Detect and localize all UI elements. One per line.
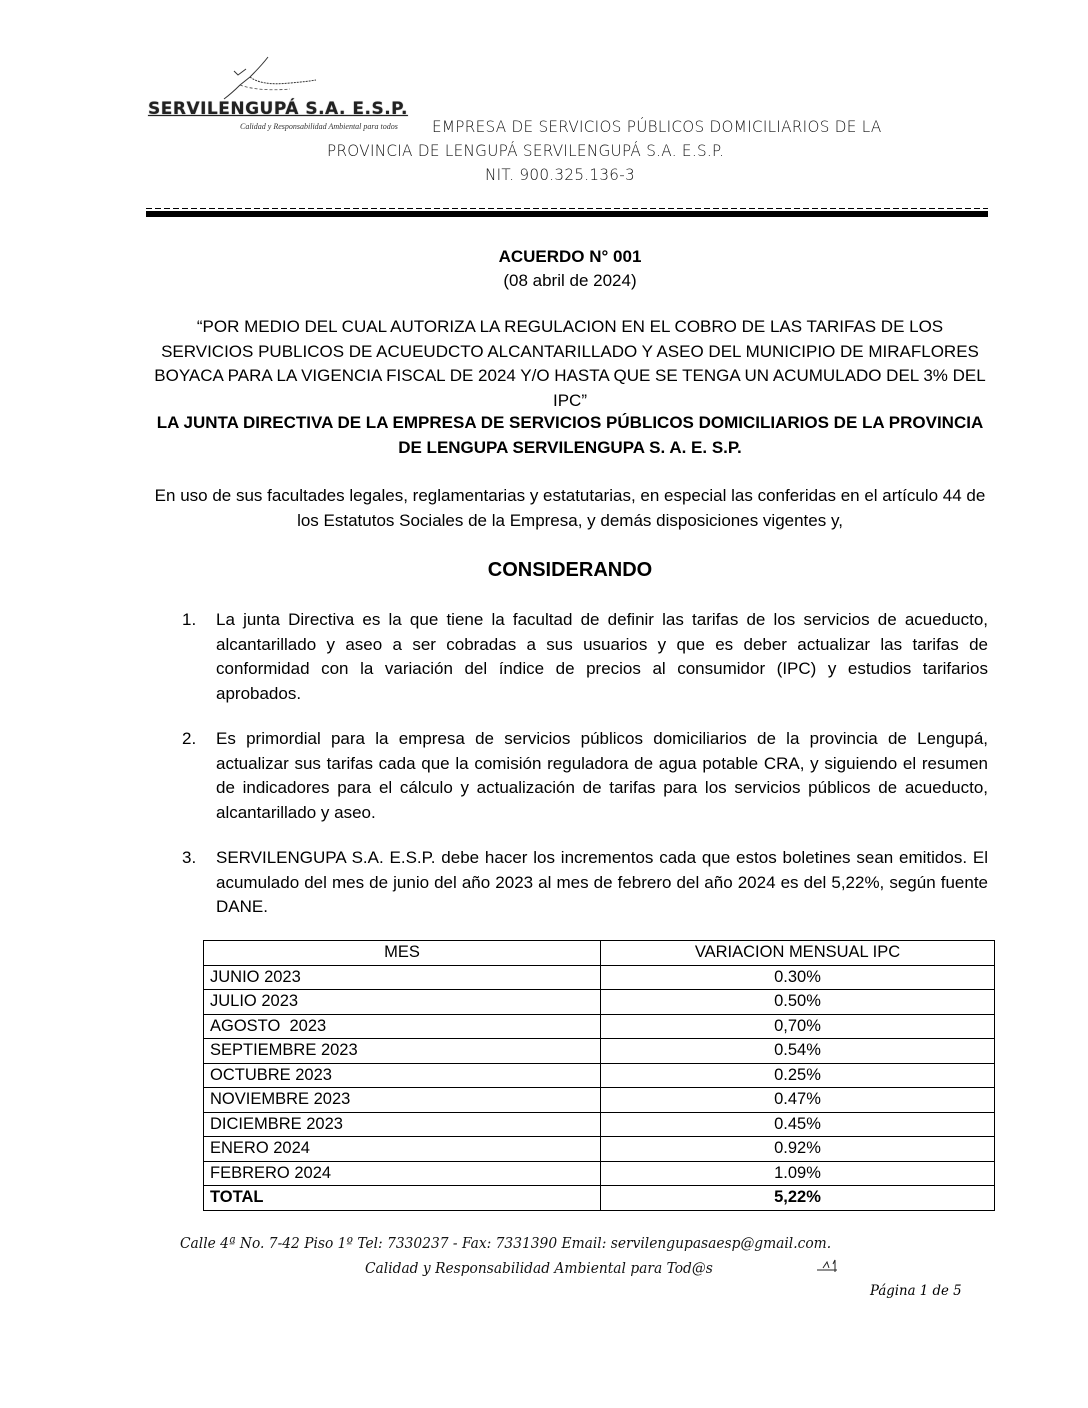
logo-brand-text: SERVILENGUPÁ S.A. E.S.P. xyxy=(148,99,408,119)
item-text: Es primordial para la empresa de servicios públicos domiciliarios de la provincia de Lengupá, actualizar sus tarifas cada que la comisión reguladora de agua potable CRA, y siguiendo el resumen de indicadores para el cálculo y actualización de tarifas para los servicios públicos de acueducto, alcantarillado y aseo. xyxy=(216,729,988,822)
footer-contact: Calle 4ª No. 7-42 Piso 1º Tel: 7330237 - Fax: 7331390 Email: servilengupasaesp@gmail.com. xyxy=(180,1234,832,1252)
ipc-variation-table xyxy=(203,940,995,1211)
logo-slogan: Calidad y Responsabilidad Ambiental para todos xyxy=(240,122,398,131)
consideration-item xyxy=(182,727,988,825)
document-preamble: En uso de sus facultades legales, reglamentarias y estatutarias, en especial las conferidas en el artículo 44 de los Estatutos Sociales de la Empresa, y demás disposiciones vigentes y, xyxy=(154,486,986,530)
month-cell: NOVIEMBRE 2023 xyxy=(204,1088,601,1113)
value-cell: 0.92% xyxy=(601,1137,995,1162)
bird-logo-icon xyxy=(210,55,320,105)
consideration-item xyxy=(182,846,988,920)
month-cell: SEPTIEMBRE 2023 xyxy=(204,1039,601,1064)
month-cell: JUNIO 2023 xyxy=(204,965,601,990)
month-cell: JULIO 2023 xyxy=(204,990,601,1015)
value-cell: 1.09% xyxy=(601,1161,995,1186)
table-row xyxy=(204,1112,995,1137)
value-cell: 0.47% xyxy=(601,1088,995,1113)
month-cell: FEBRERO 2024 xyxy=(204,1161,601,1186)
page-number: Página 1 de 5 xyxy=(870,1283,962,1299)
value-cell: 0.25% xyxy=(601,1063,995,1088)
item-number: 3. xyxy=(182,848,197,867)
company-name-line-1: EMPRESA DE SERVICIOS PÚBLICOS DOMICILIARIOS DE LA xyxy=(432,117,882,136)
document-issuer: LA JUNTA DIRECTIVA DE LA EMPRESA DE SERVICIOS PÚBLICOS DOMICILIARIOS DE LA PROVINCIA DE LENGUPA SERVILENGUPA S. A. E. S.P. xyxy=(156,413,984,457)
item-text: SERVILENGUPA S.A. E.S.P. debe hacer los incrementos cada que estos boletines sean emitidos. El acumulado del mes de junio del año 2023 al mes de febrero del año 2024 es del 5,22%, según fuente DANE. xyxy=(216,848,988,916)
document-title: ACUERDO N° 001 xyxy=(498,247,642,266)
table-row xyxy=(204,1039,995,1064)
item-number: 1. xyxy=(182,610,197,629)
item-number: 2. xyxy=(182,729,197,748)
column-header-mes: MES xyxy=(204,941,601,966)
total-label-cell: TOTAL xyxy=(204,1186,601,1211)
company-name-line-2: PROVINCIA DE LENGUPÁ SERVILENGUPÁ S.A. E.S.P. xyxy=(327,141,725,160)
value-cell: 0.45% xyxy=(601,1112,995,1137)
table-row xyxy=(204,1161,995,1186)
value-cell: 0,70% xyxy=(601,1014,995,1039)
table-total-row xyxy=(204,1186,995,1211)
value-cell: 0.54% xyxy=(601,1039,995,1064)
consideration-item xyxy=(182,608,988,706)
month-cell: OCTUBRE 2023 xyxy=(204,1063,601,1088)
table-header-row xyxy=(204,941,995,966)
document-date: (08 abril de 2024) xyxy=(503,271,637,290)
total-value-cell: 5,22% xyxy=(601,1186,995,1211)
table-row xyxy=(204,965,995,990)
table-row xyxy=(204,1014,995,1039)
table-row xyxy=(204,1088,995,1113)
month-cell: DICIEMBRE 2023 xyxy=(204,1112,601,1137)
initials-signature-icon xyxy=(815,1256,841,1274)
document-subject: “POR MEDIO DEL CUAL AUTORIZA LA REGULACION EN EL COBRO DE LAS TARIFAS DE LOS SERVICIOS PUBLICOS DE ACUEUDCTO ALCANTARILLADO Y ASEO DEL MUNICIPIO DE MIRAFLORES BOYACA PARA LA VIGENCIA FISCAL DE 2024 Y/O HASTA QUE SE TENGA UN ACUMULADO DEL 3% DEL IPC” xyxy=(154,317,986,410)
company-logo xyxy=(140,55,430,135)
section-heading: CONSIDERANDO xyxy=(487,559,653,581)
column-header-variacion: VARIACION MENSUAL IPC xyxy=(601,941,995,966)
table-row xyxy=(204,990,995,1015)
value-cell: 0.30% xyxy=(601,965,995,990)
month-cell: ENERO 2024 xyxy=(204,1137,601,1162)
footer-slogan: Calidad y Responsabilidad Ambiental para Tod@s xyxy=(365,1259,713,1277)
table-row xyxy=(204,1063,995,1088)
month-cell: AGOSTO 2023 xyxy=(204,1014,601,1039)
table-row xyxy=(204,1137,995,1162)
item-text: La junta Directiva es la que tiene la facultad de definir las tarifas de los servicios de acueducto, alcantarillado y aseo a ser cobradas a sus usuarios y que es deber actualizar las tarifas de conformidad con la variación del índice de precios al consumidor (IPC) y estudios tarifarios aprobados. xyxy=(216,610,988,703)
value-cell: 0.50% xyxy=(601,990,995,1015)
header-divider xyxy=(146,211,988,217)
company-nit: NIT. 900.325.136-3 xyxy=(485,165,635,184)
